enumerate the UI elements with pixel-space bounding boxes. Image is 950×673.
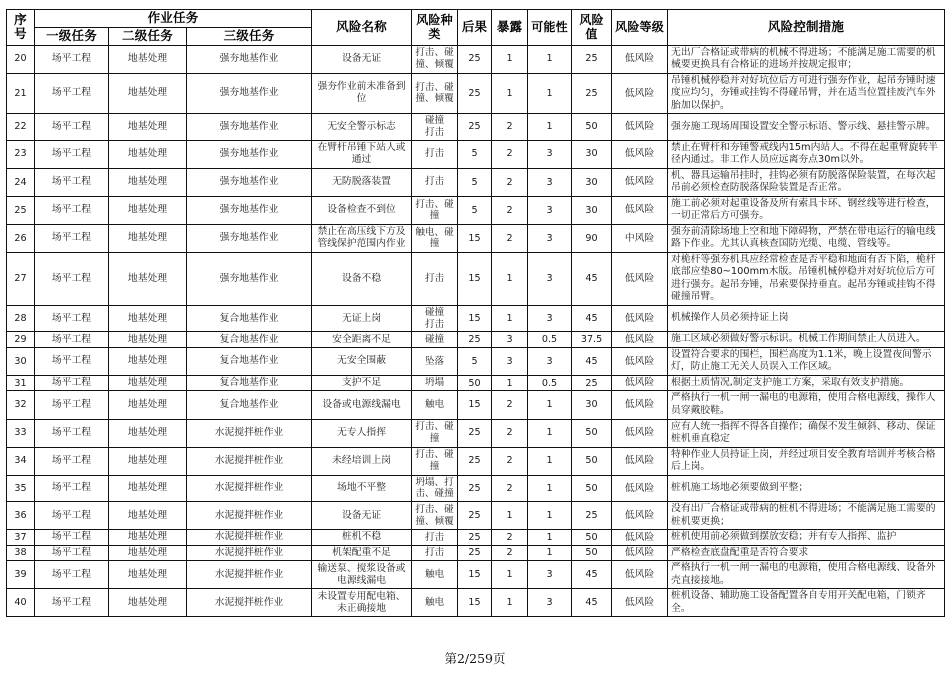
cell-risk-level: 低风险: [612, 475, 668, 501]
cell-seq: 36: [7, 502, 35, 530]
cell-exposure: 2: [492, 419, 528, 447]
cell-task-level2: 地基处理: [109, 73, 187, 114]
cell-task-level1: 场平工程: [35, 561, 109, 589]
cell-probability: 1: [528, 391, 572, 419]
cell-risk-kind: 打击: [412, 545, 458, 561]
cell-task-level1: 场平工程: [35, 419, 109, 447]
cell-task-level2: 地基处理: [109, 589, 187, 617]
cell-seq: 20: [7, 45, 35, 73]
cell-task-level2: 地基处理: [109, 332, 187, 348]
table-row: [7, 391, 945, 419]
cell-probability: 1: [528, 545, 572, 561]
cell-probability: 3: [528, 140, 572, 168]
cell-risk-kind: 触电: [412, 561, 458, 589]
cell-control-measures: 没有出厂合格证或带病的桩机不得进场；不能满足施工需要的桩机要更换；: [668, 502, 945, 530]
cell-risk-level: 低风险: [612, 252, 668, 305]
table-row: [7, 561, 945, 589]
cell-risk-name: 设备检查不到位: [312, 196, 412, 224]
cell-task-level1: 场平工程: [35, 114, 109, 140]
cell-risk-name: 安全距离不足: [312, 332, 412, 348]
table-row: [7, 140, 945, 168]
cell-risk-level: 低风险: [612, 45, 668, 73]
table-row: [7, 45, 945, 73]
cell-seq: 34: [7, 447, 35, 475]
cell-risk-kind: 坠落: [412, 347, 458, 375]
cell-consequence: 5: [458, 140, 492, 168]
cell-risk-name: 强夯作业前未准备到位: [312, 73, 412, 114]
header-risk-kind: [412, 10, 458, 46]
cell-risk-level: 中风险: [612, 224, 668, 252]
cell-risk-kind: 打击、碰撞、倾覆: [412, 73, 458, 114]
cell-risk-kind: 坍塌、打击、碰撞: [412, 475, 458, 501]
cell-task-level2: 地基处理: [109, 114, 187, 140]
cell-task-level1: 场平工程: [35, 168, 109, 196]
cell-risk-value: 50: [572, 545, 612, 561]
cell-risk-level: 低风险: [612, 196, 668, 224]
table-row: [7, 114, 945, 140]
cell-risk-name: 设备无证: [312, 502, 412, 530]
cell-control-measures: 机械操作人员必须持证上岗: [668, 305, 945, 331]
cell-risk-level: 低风险: [612, 530, 668, 546]
cell-task-level2: 地基处理: [109, 168, 187, 196]
cell-risk-kind: 打击: [412, 168, 458, 196]
cell-exposure: 2: [492, 196, 528, 224]
cell-risk-name: 无证上岗: [312, 305, 412, 331]
cell-consequence: 25: [458, 502, 492, 530]
cell-exposure: 1: [492, 252, 528, 305]
cell-task-level3: 水泥搅拌桩作业: [187, 589, 312, 617]
cell-task-level3: 水泥搅拌桩作业: [187, 419, 312, 447]
cell-seq: 25: [7, 196, 35, 224]
cell-control-measures: 强夯前清除场地上空和地下障碍物，严禁在带电运行的输电线路下作业。尤其认真核查国防光缆、电缆、管线等。: [668, 224, 945, 252]
header-task-level1: 一级任务: [35, 27, 109, 45]
cell-probability: 3: [528, 589, 572, 617]
cell-control-measures: 强夯施工现场周围设置安全警示标语、警示线、悬挂警示牌。: [668, 114, 945, 140]
cell-task-level2: 地基处理: [109, 252, 187, 305]
cell-risk-value: 25: [572, 45, 612, 73]
cell-seq: 31: [7, 375, 35, 391]
cell-control-measures: 禁止在臂杆和夯锤警戒线内15m内站人。不得在起重臂旋转半径内通过。非工作人员应远离夯点30m以外。: [668, 140, 945, 168]
cell-seq: 27: [7, 252, 35, 305]
cell-risk-name: 输送泵、搅浆设备或电源线漏电: [312, 561, 412, 589]
cell-risk-level: 低风险: [612, 73, 668, 114]
cell-task-level1: 场平工程: [35, 502, 109, 530]
table-row: [7, 502, 945, 530]
cell-risk-value: 30: [572, 391, 612, 419]
table-row: [7, 224, 945, 252]
header-task-level3: 三级任务: [187, 27, 312, 45]
cell-task-level2: 地基处理: [109, 502, 187, 530]
cell-risk-name: 设备或电源线漏电: [312, 391, 412, 419]
cell-control-measures: 严格检查底盘配重是否符合要求: [668, 545, 945, 561]
table-row: [7, 530, 945, 546]
header-row-top: [7, 10, 945, 28]
cell-risk-level: 低风险: [612, 332, 668, 348]
cell-risk-value: 30: [572, 140, 612, 168]
cell-task-level1: 场平工程: [35, 347, 109, 375]
cell-risk-value: 45: [572, 589, 612, 617]
cell-risk-level: 低风险: [612, 114, 668, 140]
cell-consequence: 15: [458, 391, 492, 419]
cell-risk-kind: 打击、碰撞、倾覆: [412, 45, 458, 73]
cell-risk-level: 低风险: [612, 589, 668, 617]
cell-task-level1: 场平工程: [35, 140, 109, 168]
cell-task-level3: 强夯地基作业: [187, 140, 312, 168]
header-consequence: 后果: [458, 10, 492, 46]
cell-exposure: 2: [492, 391, 528, 419]
cell-task-level1: 场平工程: [35, 45, 109, 73]
cell-seq: 29: [7, 332, 35, 348]
cell-task-level3: 强夯地基作业: [187, 45, 312, 73]
cell-task-level2: 地基处理: [109, 45, 187, 73]
cell-task-level3: 强夯地基作业: [187, 73, 312, 114]
cell-task-level2: 地基处理: [109, 347, 187, 375]
header-exposure: 暴露: [492, 10, 528, 46]
header-risk-kind-line1: 风险种: [416, 13, 453, 28]
table-row: [7, 375, 945, 391]
cell-task-level1: 场平工程: [35, 375, 109, 391]
cell-consequence: 5: [458, 168, 492, 196]
cell-risk-level: 低风险: [612, 447, 668, 475]
cell-risk-value: 45: [572, 305, 612, 331]
cell-risk-level: 低风险: [612, 419, 668, 447]
cell-task-level2: 地基处理: [109, 419, 187, 447]
cell-probability: 3: [528, 347, 572, 375]
cell-task-level3: 复合地基作业: [187, 332, 312, 348]
table-row: [7, 332, 945, 348]
cell-task-level1: 场平工程: [35, 196, 109, 224]
cell-exposure: 2: [492, 447, 528, 475]
cell-task-level3: 水泥搅拌桩作业: [187, 447, 312, 475]
cell-risk-value: 25: [572, 375, 612, 391]
cell-probability: 1: [528, 475, 572, 501]
cell-control-measures: 特种作业人员持证上岗，并经过项目安全教育培训并考核合格后上岗。: [668, 447, 945, 475]
cell-task-level3: 强夯地基作业: [187, 196, 312, 224]
table-row: [7, 73, 945, 114]
cell-risk-value: 50: [572, 447, 612, 475]
table-row: [7, 545, 945, 561]
cell-consequence: 15: [458, 305, 492, 331]
cell-risk-name: 机架配重不足: [312, 545, 412, 561]
cell-task-level2: 地基处理: [109, 475, 187, 501]
cell-task-level3: 水泥搅拌桩作业: [187, 561, 312, 589]
cell-task-level1: 场平工程: [35, 530, 109, 546]
cell-exposure: 1: [492, 375, 528, 391]
cell-task-level2: 地基处理: [109, 447, 187, 475]
cell-risk-name: 支护不足: [312, 375, 412, 391]
cell-consequence: 25: [458, 45, 492, 73]
cell-consequence: 5: [458, 347, 492, 375]
cell-control-measures: 施工前必须对起重设备及所有索具卡环、钢丝线等进行检查，一切正常后方可强夯。: [668, 196, 945, 224]
table-header: [7, 10, 945, 46]
cell-task-level2: 地基处理: [109, 561, 187, 589]
cell-task-level2: 地基处理: [109, 545, 187, 561]
header-risk-kind-line2: 类: [428, 27, 441, 42]
cell-task-level1: 场平工程: [35, 447, 109, 475]
risk-assessment-table: [6, 9, 945, 617]
table-row: [7, 252, 945, 305]
cell-exposure: 2: [492, 545, 528, 561]
cell-task-level3: 水泥搅拌桩作业: [187, 545, 312, 561]
cell-control-measures: 桩机使用前必须做到摆放安稳；并有专人指挥、监护: [668, 530, 945, 546]
cell-probability: 3: [528, 305, 572, 331]
cell-risk-level: 低风险: [612, 168, 668, 196]
cell-task-level3: 强夯地基作业: [187, 252, 312, 305]
cell-exposure: 1: [492, 73, 528, 114]
cell-task-level2: 地基处理: [109, 140, 187, 168]
cell-risk-name: 无安全围蔽: [312, 347, 412, 375]
cell-consequence: 25: [458, 73, 492, 114]
cell-seq: 24: [7, 168, 35, 196]
header-seq: [7, 10, 35, 46]
cell-control-measures: 无出厂合格证或带病的机械不得进场；不能满足施工需要的机械要更换具有合格证的进场并按规定报审；: [668, 45, 945, 73]
cell-risk-kind: 打击: [412, 252, 458, 305]
cell-risk-level: 低风险: [612, 375, 668, 391]
cell-seq: 28: [7, 305, 35, 331]
cell-task-level1: 场平工程: [35, 332, 109, 348]
cell-risk-kind: 碰撞 打击: [412, 114, 458, 140]
cell-task-level3: 强夯地基作业: [187, 114, 312, 140]
cell-exposure: 1: [492, 305, 528, 331]
cell-control-measures: 桩机设备、辅助施工设备配置各自专用开关配电箱，门锁齐全。: [668, 589, 945, 617]
cell-task-level1: 场平工程: [35, 545, 109, 561]
table-row: [7, 347, 945, 375]
cell-risk-value: 50: [572, 475, 612, 501]
cell-consequence: 25: [458, 114, 492, 140]
header-probability: 可能性: [528, 10, 572, 46]
cell-control-measures: 严格执行一机一闸一漏电的电源箱，使用合格电源线、设备外壳直接接地。: [668, 561, 945, 589]
cell-risk-level: 低风险: [612, 391, 668, 419]
cell-control-measures: 严格执行一机一闸一漏电的电源箱，使用合格电源线，操作人员穿戴胶鞋。: [668, 391, 945, 419]
cell-consequence: 25: [458, 447, 492, 475]
cell-probability: 1: [528, 73, 572, 114]
cell-task-level3: 水泥搅拌桩作业: [187, 475, 312, 501]
table-row: [7, 196, 945, 224]
cell-task-level1: 场平工程: [35, 391, 109, 419]
cell-seq: 38: [7, 545, 35, 561]
cell-exposure: 3: [492, 347, 528, 375]
cell-risk-value: 30: [572, 196, 612, 224]
cell-risk-value: 45: [572, 252, 612, 305]
cell-risk-value: 25: [572, 73, 612, 114]
cell-task-level2: 地基处理: [109, 305, 187, 331]
cell-risk-kind: 触电: [412, 391, 458, 419]
cell-seq: 22: [7, 114, 35, 140]
cell-task-level3: 强夯地基作业: [187, 168, 312, 196]
cell-task-level2: 地基处理: [109, 375, 187, 391]
cell-risk-value: 37.5: [572, 332, 612, 348]
cell-control-measures: 应有人统一指挥不得各自操作；确保不发生倾斜、移动、保证桩机垂直稳定: [668, 419, 945, 447]
cell-risk-level: 低风险: [612, 561, 668, 589]
cell-task-level3: 强夯地基作业: [187, 224, 312, 252]
cell-exposure: 2: [492, 140, 528, 168]
cell-task-level3: 水泥搅拌桩作业: [187, 530, 312, 546]
cell-task-level2: 地基处理: [109, 196, 187, 224]
cell-seq: 33: [7, 419, 35, 447]
cell-risk-kind: 坍塌: [412, 375, 458, 391]
table-row: [7, 168, 945, 196]
cell-task-level1: 场平工程: [35, 252, 109, 305]
header-seq-line1: 序: [14, 11, 27, 27]
cell-probability: 1: [528, 447, 572, 475]
cell-consequence: 25: [458, 332, 492, 348]
cell-probability: 3: [528, 561, 572, 589]
cell-seq: 37: [7, 530, 35, 546]
cell-task-level1: 场平工程: [35, 589, 109, 617]
table-row: [7, 419, 945, 447]
header-risk-name: 风险名称: [312, 10, 412, 46]
cell-seq: 32: [7, 391, 35, 419]
cell-probability: 1: [528, 530, 572, 546]
header-risk-value: 风险值: [572, 10, 612, 46]
cell-risk-level: 低风险: [612, 305, 668, 331]
cell-seq: 26: [7, 224, 35, 252]
cell-probability: 3: [528, 168, 572, 196]
cell-control-measures: 对桅杆等强夯机具应经常检查是否平稳和地面有否下陷，桅杆底部应垫80~100mm木版。吊锤机械停稳并对好坑位后方可进行强夯。起吊夯锤，吊索要保持垂直。起吊夯锤或挂钩不得碰撞吊臂。: [668, 252, 945, 305]
cell-seq: 35: [7, 475, 35, 501]
cell-control-measures: 机、器具运输吊挂时，挂钩必须有防脱落保险装置，在每次起吊前必须检查防脱落保险装置是否正常。: [668, 168, 945, 196]
cell-risk-value: 90: [572, 224, 612, 252]
cell-seq: 30: [7, 347, 35, 375]
cell-control-measures: 根据土质情况,制定支护施工方案，采取有效支护措施。: [668, 375, 945, 391]
cell-risk-value: 45: [572, 347, 612, 375]
cell-consequence: 50: [458, 375, 492, 391]
cell-probability: 3: [528, 252, 572, 305]
cell-task-level1: 场平工程: [35, 73, 109, 114]
cell-exposure: 1: [492, 502, 528, 530]
header-risk-level: 风险等级: [612, 10, 668, 46]
cell-risk-level: 低风险: [612, 140, 668, 168]
cell-probability: 0.5: [528, 332, 572, 348]
cell-consequence: 25: [458, 475, 492, 501]
cell-risk-name: 在臂杆吊锤下站人或通过: [312, 140, 412, 168]
cell-risk-kind: 打击: [412, 140, 458, 168]
cell-risk-name: 禁止在高压线下方及管线保护范围内作业: [312, 224, 412, 252]
cell-risk-level: 低风险: [612, 545, 668, 561]
table-body: [7, 45, 945, 617]
cell-risk-kind: 碰撞 打击: [412, 305, 458, 331]
page-footer: 第2/259页: [444, 651, 506, 666]
cell-risk-name: 无安全警示标志: [312, 114, 412, 140]
cell-task-level2: 地基处理: [109, 391, 187, 419]
cell-seq: 39: [7, 561, 35, 589]
cell-risk-name: 设备无证: [312, 45, 412, 73]
cell-task-level3: 复合地基作业: [187, 391, 312, 419]
cell-probability: 1: [528, 502, 572, 530]
cell-task-level1: 场平工程: [35, 475, 109, 501]
cell-task-level3: 复合地基作业: [187, 375, 312, 391]
cell-consequence: 25: [458, 419, 492, 447]
cell-risk-level: 低风险: [612, 502, 668, 530]
cell-exposure: 2: [492, 168, 528, 196]
cell-risk-name: 无防脱落装置: [312, 168, 412, 196]
cell-task-level1: 场平工程: [35, 305, 109, 331]
cell-risk-value: 50: [572, 419, 612, 447]
cell-risk-kind: 打击: [412, 530, 458, 546]
cell-probability: 3: [528, 196, 572, 224]
cell-consequence: 25: [458, 530, 492, 546]
cell-risk-kind: 触电: [412, 589, 458, 617]
cell-consequence: 25: [458, 545, 492, 561]
cell-consequence: 15: [458, 589, 492, 617]
cell-risk-kind: 打击、碰撞: [412, 447, 458, 475]
cell-risk-kind: 打击、碰撞: [412, 196, 458, 224]
cell-probability: 1: [528, 114, 572, 140]
cell-consequence: 15: [458, 252, 492, 305]
cell-risk-name: 未设置专用配电箱、未正确接地: [312, 589, 412, 617]
cell-risk-kind: 打击、碰撞: [412, 419, 458, 447]
cell-risk-level: 低风险: [612, 347, 668, 375]
cell-risk-name: 设备不稳: [312, 252, 412, 305]
cell-task-level1: 场平工程: [35, 224, 109, 252]
cell-exposure: 1: [492, 589, 528, 617]
cell-risk-value: 30: [572, 168, 612, 196]
header-control-measures: 风险控制措施: [668, 10, 945, 46]
cell-exposure: 2: [492, 530, 528, 546]
cell-task-level3: 水泥搅拌桩作业: [187, 502, 312, 530]
header-seq-line2: 号: [14, 26, 27, 42]
cell-consequence: 15: [458, 561, 492, 589]
cell-exposure: 2: [492, 114, 528, 140]
cell-task-level2: 地基处理: [109, 224, 187, 252]
cell-probability: 1: [528, 419, 572, 447]
cell-risk-value: 25: [572, 502, 612, 530]
cell-task-level3: 复合地基作业: [187, 347, 312, 375]
cell-risk-name: 未经培训上岗: [312, 447, 412, 475]
cell-risk-value: 45: [572, 561, 612, 589]
cell-exposure: 1: [492, 561, 528, 589]
cell-risk-kind: 打击、碰撞、倾覆: [412, 502, 458, 530]
cell-consequence: 5: [458, 196, 492, 224]
cell-probability: 0.5: [528, 375, 572, 391]
cell-probability: 1: [528, 45, 572, 73]
cell-risk-name: 无专人指挥: [312, 419, 412, 447]
cell-exposure: 1: [492, 45, 528, 73]
header-task-level2: 二级任务: [109, 27, 187, 45]
cell-task-level2: 地基处理: [109, 530, 187, 546]
cell-risk-kind: 碰撞: [412, 332, 458, 348]
cell-risk-name: 桩机不稳: [312, 530, 412, 546]
cell-probability: 3: [528, 224, 572, 252]
cell-consequence: 15: [458, 224, 492, 252]
cell-risk-value: 50: [572, 530, 612, 546]
cell-control-measures: 施工区域必须做好警示标识。机械工作期间禁止人员进入。: [668, 332, 945, 348]
cell-control-measures: 吊锤机械停稳并对好坑位后方可进行强夯作业，起吊夯锤时速度应均匀，夯锤或挂钩不得碰吊臂，并在适当位置挂废汽车外胎加以保护。: [668, 73, 945, 114]
table-row: [7, 475, 945, 501]
cell-control-measures: 桩机施工场地必须要做到平整；: [668, 475, 945, 501]
cell-risk-value: 50: [572, 114, 612, 140]
cell-exposure: 2: [492, 475, 528, 501]
cell-exposure: 3: [492, 332, 528, 348]
table-row: [7, 305, 945, 331]
cell-risk-kind: 触电、碰撞: [412, 224, 458, 252]
table-row: [7, 447, 945, 475]
cell-task-level3: 复合地基作业: [187, 305, 312, 331]
cell-seq: 23: [7, 140, 35, 168]
header-task-group: 作业任务: [35, 10, 312, 28]
cell-control-measures: 设置符合要求的围栏，围栏高度为1.1米，晚上设置夜间警示灯，防止施工无关人员误入工作区域。: [668, 347, 945, 375]
cell-risk-name: 场地不平整: [312, 475, 412, 501]
cell-seq: 40: [7, 589, 35, 617]
cell-seq: 21: [7, 73, 35, 114]
table-row: [7, 589, 945, 617]
cell-exposure: 2: [492, 224, 528, 252]
